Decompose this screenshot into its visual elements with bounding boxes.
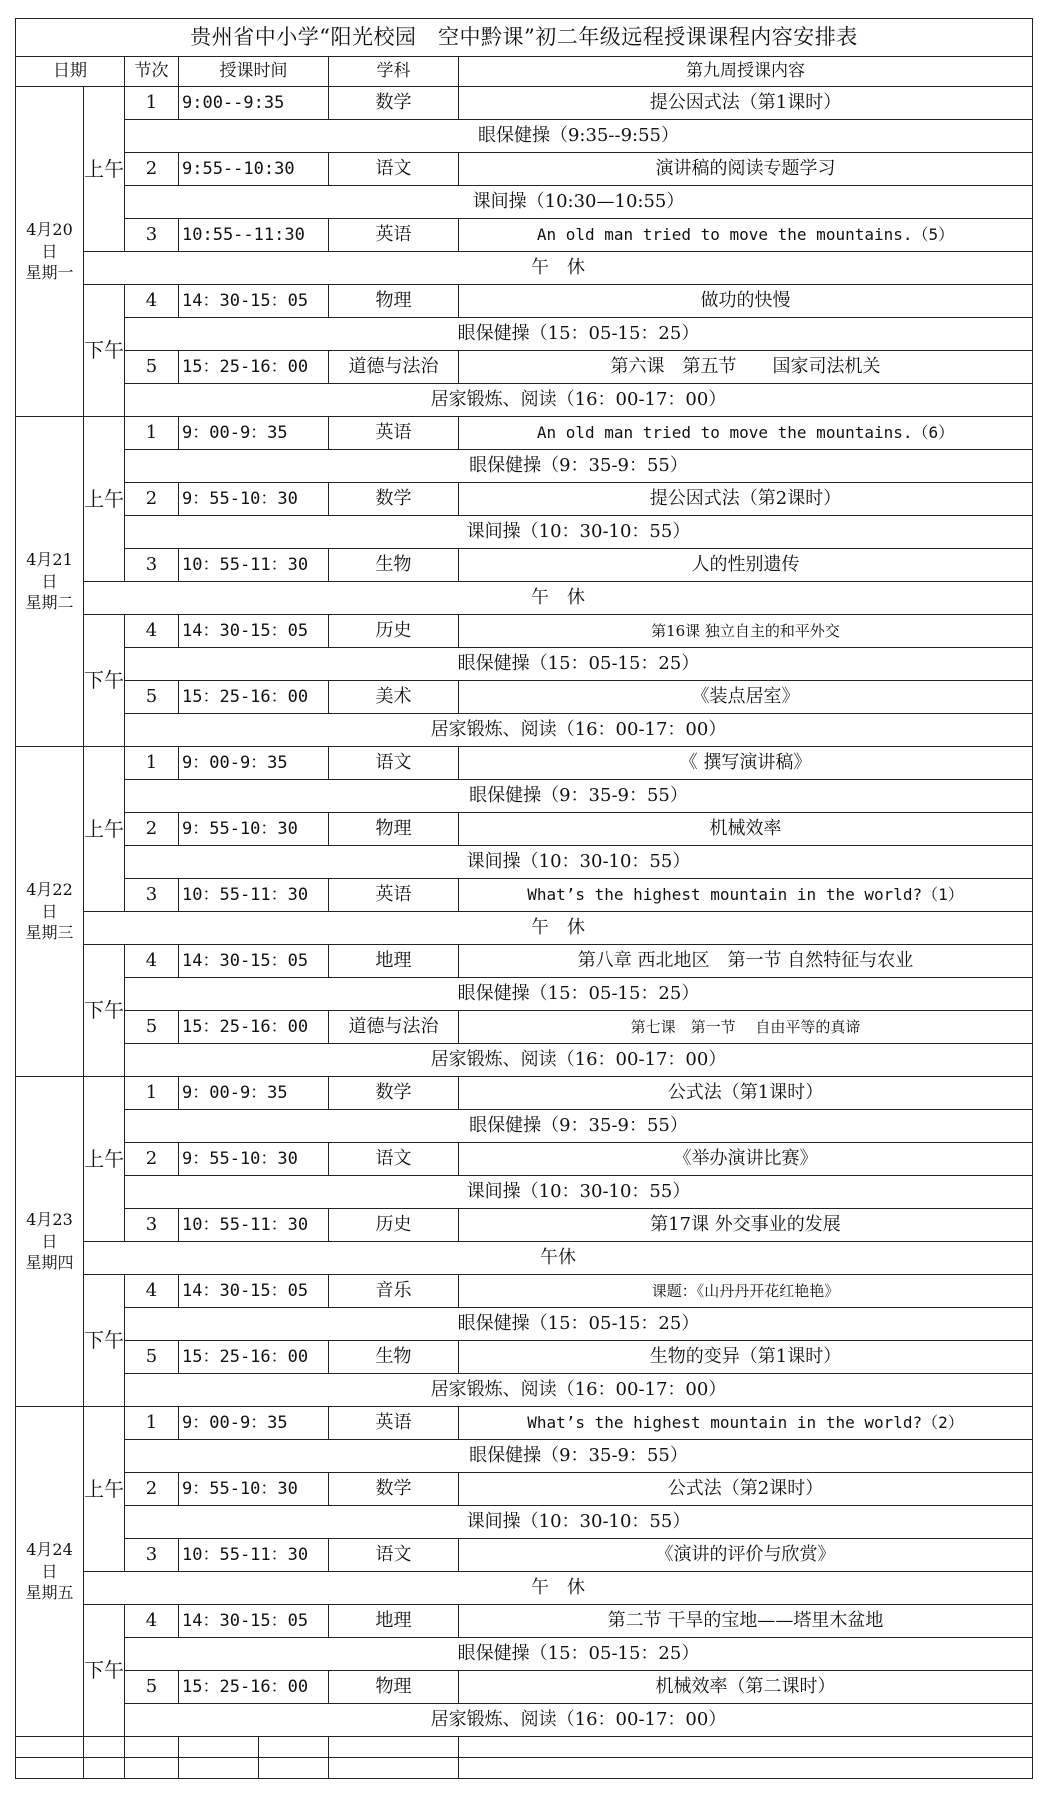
break-row [16, 978, 1033, 1011]
subject-cell: 语文 [329, 1539, 459, 1572]
table-row [16, 1671, 1033, 1704]
subject-cell: 生物 [329, 1341, 459, 1374]
morning-label: 上午 [84, 87, 125, 252]
content-cell: 提公因式法（第1课时） [459, 87, 1033, 120]
period-cell: 4 [125, 1275, 179, 1308]
break-activity: 眼保健操（9：35-9：55） [125, 1440, 1033, 1473]
subject-cell: 英语 [329, 219, 459, 252]
noon-break: 午休 [84, 1242, 1033, 1275]
empty-cell [84, 1758, 125, 1779]
period-cell: 3 [125, 219, 179, 252]
afternoon-label: 下午 [84, 285, 125, 417]
content-cell: 生物的变异（第1课时） [459, 1341, 1033, 1374]
time-cell: 9：55-10：30 [179, 483, 329, 516]
content-cell: 做功的快慢 [459, 285, 1033, 318]
content-cell: 《装点居室》 [459, 681, 1033, 714]
content-cell: 第17课 外交事业的发展 [459, 1209, 1033, 1242]
period-cell: 5 [125, 1011, 179, 1044]
table-row [16, 681, 1033, 714]
date-label: 4月23 [26, 1210, 73, 1230]
time-cell: 9:00--9:35 [179, 87, 329, 120]
schedule-table [15, 18, 1033, 1779]
break-activity: 眼保健操（15：05-15：25） [125, 648, 1033, 681]
subject-cell: 英语 [329, 879, 459, 912]
table-row [16, 615, 1033, 648]
subject-cell: 物理 [329, 1671, 459, 1704]
weekday-label: 星期五 [25, 1583, 74, 1603]
period-cell: 4 [125, 285, 179, 318]
afternoon-label: 下午 [84, 1275, 125, 1407]
time-cell: 9：00-9：35 [179, 747, 329, 780]
noon-row [16, 912, 1033, 945]
period-cell: 3 [125, 549, 179, 582]
time-cell: 15：25-16：00 [179, 1011, 329, 1044]
break-activity: 眼保健操（15：05-15：25） [125, 978, 1033, 1011]
date-label: 4月22 [26, 880, 73, 900]
break-row [16, 1440, 1033, 1473]
time-cell: 14：30-15：05 [179, 285, 329, 318]
break-row [16, 1704, 1033, 1737]
time-cell: 14：30-15：05 [179, 615, 329, 648]
break-activity: 居家锻炼、阅读（16：00-17：00） [125, 1374, 1033, 1407]
time-cell: 10：55-11：30 [179, 879, 329, 912]
date-day-char: 日 [41, 1231, 58, 1251]
empty-cell [459, 1737, 1033, 1758]
content-cell: What’s the highest mountain in the world?（2） [459, 1407, 1033, 1440]
table-row [16, 417, 1033, 450]
morning-label: 上午 [84, 1407, 125, 1572]
subject-cell: 音乐 [329, 1275, 459, 1308]
time-cell: 9:55--10:30 [179, 153, 329, 186]
table-row [16, 153, 1033, 186]
period-cell: 3 [125, 879, 179, 912]
date-day-char: 日 [41, 571, 58, 591]
break-row [16, 384, 1033, 417]
time-cell: 9：55-10：30 [179, 1473, 329, 1506]
noon-break: 午 休 [84, 582, 1033, 615]
break-row [16, 1638, 1033, 1671]
morning-label: 上午 [84, 1077, 125, 1242]
empty-cell [459, 1758, 1033, 1779]
table-row [16, 285, 1033, 318]
break-activity: 眼保健操（9：35-9：55） [125, 780, 1033, 813]
content-cell: 第16课 独立自主的和平外交 [459, 615, 1033, 648]
subject-cell: 生物 [329, 549, 459, 582]
empty-cell [179, 1758, 259, 1779]
break-activity: 课间操（10:30—10:55） [125, 186, 1033, 219]
time-cell: 9：00-9：35 [179, 417, 329, 450]
break-row [16, 1308, 1033, 1341]
table-row [16, 1341, 1033, 1374]
period-cell: 2 [125, 153, 179, 186]
morning-label: 上午 [84, 417, 125, 582]
break-row [16, 846, 1033, 879]
subject-cell: 语文 [329, 153, 459, 186]
weekday-label: 星期三 [25, 923, 74, 943]
break-activity: 课间操（10：30-10：55） [125, 1506, 1033, 1539]
break-row [16, 516, 1033, 549]
period-cell: 3 [125, 1539, 179, 1572]
time-cell: 10：55-11：30 [179, 1209, 329, 1242]
subject-cell: 语文 [329, 1143, 459, 1176]
subject-cell: 美术 [329, 681, 459, 714]
afternoon-label: 下午 [84, 1605, 125, 1737]
afternoon-label: 下午 [84, 615, 125, 747]
subject-cell: 英语 [329, 1407, 459, 1440]
date-cell [16, 87, 84, 417]
table-row [16, 1077, 1033, 1110]
header-period: 节次 [125, 57, 179, 87]
header-subject: 学科 [329, 57, 459, 87]
content-cell: 机械效率 [459, 813, 1033, 846]
subject-cell: 道德与法治 [329, 351, 459, 384]
subject-cell: 地理 [329, 1605, 459, 1638]
empty-cell [16, 1758, 84, 1779]
time-cell: 9：55-10：30 [179, 813, 329, 846]
period-cell: 3 [125, 1209, 179, 1242]
empty-cell [125, 1758, 179, 1779]
table-row [16, 1011, 1033, 1044]
break-activity: 眼保健操（15：05-15：25） [125, 318, 1033, 351]
date-label: 4月24 [26, 1540, 73, 1560]
table-row [16, 1473, 1033, 1506]
date-cell [16, 1077, 84, 1407]
empty-cell [179, 1737, 259, 1758]
subject-cell: 道德与法治 [329, 1011, 459, 1044]
time-cell: 9：00-9：35 [179, 1077, 329, 1110]
content-cell: 提公因式法（第2课时） [459, 483, 1033, 516]
content-cell: 《演讲的评价与欣赏》 [459, 1539, 1033, 1572]
break-row [16, 1044, 1033, 1077]
header-time: 授课时间 [179, 57, 329, 87]
break-activity: 课间操（10：30-10：55） [125, 846, 1033, 879]
date-cell [16, 1407, 84, 1737]
break-activity: 课间操（10：30-10：55） [125, 516, 1033, 549]
table-row [16, 1605, 1033, 1638]
break-activity: 课间操（10：30-10：55） [125, 1176, 1033, 1209]
break-row [16, 120, 1033, 153]
noon-break: 午 休 [84, 1572, 1033, 1605]
break-activity: 居家锻炼、阅读（16：00-17：00） [125, 1044, 1033, 1077]
table-row [16, 1539, 1033, 1572]
period-cell: 1 [125, 1407, 179, 1440]
content-cell: 课题：《山丹丹开花红艳艳》 [459, 1275, 1033, 1308]
period-cell: 1 [125, 747, 179, 780]
content-cell: 第八章 西北地区 第一节 自然特征与农业 [459, 945, 1033, 978]
empty-cell [16, 1737, 84, 1758]
break-row [16, 186, 1033, 219]
table-row [16, 747, 1033, 780]
empty-cell [125, 1737, 179, 1758]
break-activity: 眼保健操（9:35--9:55） [125, 120, 1033, 153]
empty-cell [329, 1737, 459, 1758]
period-cell: 4 [125, 945, 179, 978]
content-cell: 《 撰写演讲稿》 [459, 747, 1033, 780]
subject-cell: 数学 [329, 87, 459, 120]
noon-row [16, 1242, 1033, 1275]
weekday-label: 星期一 [25, 263, 74, 283]
content-cell: 公式法（第1课时） [459, 1077, 1033, 1110]
period-cell: 5 [125, 1341, 179, 1374]
time-cell: 10:55--11:30 [179, 219, 329, 252]
noon-break: 午 休 [84, 252, 1033, 285]
subject-cell: 历史 [329, 1209, 459, 1242]
break-row [16, 450, 1033, 483]
period-cell: 1 [125, 417, 179, 450]
break-row [16, 1110, 1033, 1143]
content-cell: 第二节 干旱的宝地——塔里木盆地 [459, 1605, 1033, 1638]
content-cell: What’s the highest mountain in the world?（1） [459, 879, 1033, 912]
subject-cell: 物理 [329, 813, 459, 846]
header-row [16, 57, 1033, 87]
empty-cell [259, 1737, 329, 1758]
table-row [16, 351, 1033, 384]
table-row [16, 1143, 1033, 1176]
table-row [16, 1209, 1033, 1242]
time-cell: 9：00-9：35 [179, 1407, 329, 1440]
noon-row [16, 252, 1033, 285]
header-date: 日期 [16, 57, 125, 87]
time-cell: 14：30-15：05 [179, 945, 329, 978]
subject-cell: 数学 [329, 483, 459, 516]
table-row [16, 1275, 1033, 1308]
title-row [16, 19, 1033, 57]
period-cell: 4 [125, 1605, 179, 1638]
content-cell: An old man tried to move the mountains.（5） [459, 219, 1033, 252]
break-activity: 眼保健操（9：35-9：55） [125, 450, 1033, 483]
break-row [16, 318, 1033, 351]
table-row [16, 549, 1033, 582]
break-row [16, 1506, 1033, 1539]
break-activity: 眼保健操（15：05-15：25） [125, 1308, 1033, 1341]
period-cell: 4 [125, 615, 179, 648]
break-row [16, 714, 1033, 747]
subject-cell: 英语 [329, 417, 459, 450]
noon-break: 午 休 [84, 912, 1033, 945]
content-cell: 《举办演讲比赛》 [459, 1143, 1033, 1176]
time-cell: 15：25-16：00 [179, 1341, 329, 1374]
date-day-char: 日 [41, 241, 58, 261]
subject-cell: 数学 [329, 1077, 459, 1110]
time-cell: 10：55-11：30 [179, 549, 329, 582]
subject-cell: 语文 [329, 747, 459, 780]
time-cell: 15：25-16：00 [179, 681, 329, 714]
break-row [16, 1374, 1033, 1407]
table-row [16, 87, 1033, 120]
empty-row [16, 1737, 1033, 1758]
date-day-char: 日 [41, 901, 58, 921]
content-cell: 第七课 第一节 自由平等的真谛 [459, 1011, 1033, 1044]
content-cell: 机械效率（第二课时） [459, 1671, 1033, 1704]
date-label: 4月20 [26, 220, 73, 240]
noon-row [16, 582, 1033, 615]
content-cell: 演讲稿的阅读专题学习 [459, 153, 1033, 186]
empty-row [16, 1758, 1033, 1779]
subject-cell: 物理 [329, 285, 459, 318]
content-cell: 人的性别遗传 [459, 549, 1033, 582]
date-cell [16, 747, 84, 1077]
period-cell: 2 [125, 1143, 179, 1176]
table-row [16, 1407, 1033, 1440]
content-cell: 公式法（第2课时） [459, 1473, 1033, 1506]
empty-cell [329, 1758, 459, 1779]
empty-cell [84, 1737, 125, 1758]
period-cell: 1 [125, 87, 179, 120]
morning-label: 上午 [84, 747, 125, 912]
period-cell: 1 [125, 1077, 179, 1110]
table-row [16, 219, 1033, 252]
period-cell: 5 [125, 681, 179, 714]
time-cell: 15：25-16：00 [179, 1671, 329, 1704]
table-row [16, 483, 1033, 516]
break-activity: 眼保健操（15：05-15：25） [125, 1638, 1033, 1671]
page-title: 贵州省中小学“阳光校园 空中黔课”初二年级远程授课课程内容安排表 [16, 19, 1033, 57]
break-activity: 眼保健操（9：35-9：55） [125, 1110, 1033, 1143]
noon-row [16, 1572, 1033, 1605]
period-cell: 2 [125, 1473, 179, 1506]
date-day-char: 日 [41, 1561, 58, 1581]
break-activity: 居家锻炼、阅读（16：00-17：00） [125, 384, 1033, 417]
break-row [16, 780, 1033, 813]
content-cell: An old man tried to move the mountains.（6） [459, 417, 1033, 450]
period-cell: 2 [125, 813, 179, 846]
content-cell: 第六课 第五节 国家司法机关 [459, 351, 1033, 384]
subject-cell: 地理 [329, 945, 459, 978]
time-cell: 10：55-11：30 [179, 1539, 329, 1572]
weekday-label: 星期四 [25, 1253, 74, 1273]
break-row [16, 1176, 1033, 1209]
subject-cell: 数学 [329, 1473, 459, 1506]
period-cell: 5 [125, 351, 179, 384]
weekday-label: 星期二 [25, 593, 74, 613]
break-activity: 居家锻炼、阅读（16：00-17：00） [125, 1704, 1033, 1737]
time-cell: 9：55-10：30 [179, 1143, 329, 1176]
empty-cell [259, 1758, 329, 1779]
table-row [16, 879, 1033, 912]
date-label: 4月21 [26, 550, 73, 570]
time-cell: 15：25-16：00 [179, 351, 329, 384]
afternoon-label: 下午 [84, 945, 125, 1077]
period-cell: 2 [125, 483, 179, 516]
table-row [16, 945, 1033, 978]
break-activity: 居家锻炼、阅读（16：00-17：00） [125, 714, 1033, 747]
time-cell: 14：30-15：05 [179, 1275, 329, 1308]
break-row [16, 648, 1033, 681]
header-content: 第九周授课内容 [459, 57, 1033, 87]
table-row [16, 813, 1033, 846]
date-cell [16, 417, 84, 747]
period-cell: 5 [125, 1671, 179, 1704]
subject-cell: 历史 [329, 615, 459, 648]
time-cell: 14：30-15：05 [179, 1605, 329, 1638]
